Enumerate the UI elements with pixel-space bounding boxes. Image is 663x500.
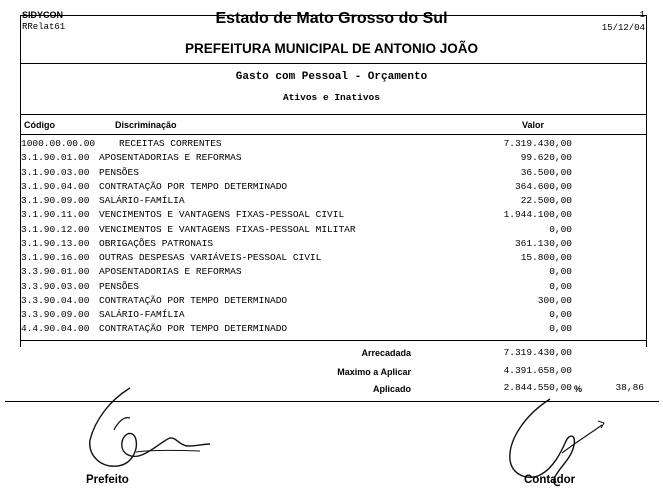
row-value: 300,00	[537, 294, 572, 306]
row-code: 3.1.90.11.00	[21, 209, 90, 221]
row-description: SALÁRIO-FAMÍLIA	[99, 195, 185, 206]
table-row	[20, 166, 646, 180]
row-description: CONTRATAÇÃO POR TEMPO DETERMINADO	[99, 323, 288, 335]
row-description: OBRIGAÇÕES PATRONAIS	[99, 237, 214, 249]
row-value: 0,00	[549, 309, 572, 320]
city-title: PREFEITURA MUNICIPAL DE ANTONIO JOÃO	[184, 41, 479, 56]
row-value: 0,00	[549, 223, 572, 235]
row-code: 3.3.90.09.00	[21, 309, 90, 320]
table-row	[20, 151, 646, 165]
table-row	[20, 308, 646, 322]
row-description: APOSENTADORIAS E REFORMAS	[99, 266, 242, 278]
row-code: 1000.00.00.00	[21, 138, 96, 149]
row-value: 36.500,00	[520, 166, 572, 178]
report-title: Gasto com Pessoal - Orçamento	[235, 71, 428, 83]
percent-value: 38,86	[615, 382, 644, 393]
row-code: 3.1.90.03.00	[21, 166, 90, 178]
row-value: 0,00	[549, 280, 572, 292]
percent-symbol: %	[574, 384, 583, 394]
row-code: 3.1.90.16.00	[21, 252, 90, 263]
state-title: Estado de Mato Grosso do Sul	[215, 10, 448, 27]
frame-right-line	[646, 15, 647, 347]
report-subtitle: Ativos e Inativos	[283, 92, 380, 103]
row-description: PENSÕES	[99, 166, 139, 178]
table-row	[20, 137, 646, 151]
row-code: 3.1.90.09.00	[21, 195, 90, 206]
row-description: VENCIMENTOS E VANTAGENS FIXAS-PESSOAL CIVIL	[99, 209, 345, 221]
row-value: 361.130,00	[514, 237, 572, 249]
row-description: OUTRAS DESPESAS VARIÁVEIS-PESSOAL CIVIL	[99, 252, 322, 263]
row-description: CONTRATAÇÃO POR TEMPO DETERMINADO	[99, 180, 288, 192]
aplicado-value: 2.844.550,00	[503, 382, 572, 393]
arrecadada-label: Arrecadada	[361, 348, 411, 358]
row-description: SALÁRIO-FAMÍLIA	[99, 309, 185, 320]
aplicado-label: Aplicado	[372, 384, 411, 394]
table-row	[20, 208, 646, 222]
row-value: 0,00	[549, 266, 572, 278]
row-description: APOSENTADORIAS E REFORMAS	[99, 152, 242, 164]
row-value: 0,00	[549, 323, 572, 335]
arrecadada-value: 7.319.430,00	[503, 347, 572, 358]
expense-table	[20, 137, 646, 337]
table-row	[20, 251, 646, 265]
row-description: PENSÕES	[99, 280, 139, 292]
report-id: RRelat61	[22, 22, 66, 32]
table-row	[20, 294, 646, 308]
column-header-divider	[20, 134, 646, 135]
row-code: 4.4.90.04.00	[21, 323, 90, 335]
row-code: 3.1.90.01.00	[21, 152, 90, 164]
row-value: 15.800,00	[520, 252, 572, 263]
table-row	[20, 194, 646, 208]
table-row	[20, 237, 646, 251]
maximo-aplicar-value: 4.391.658,00	[503, 365, 572, 376]
title-divider	[20, 114, 646, 115]
table-bottom-line	[20, 340, 646, 341]
header-divider	[20, 63, 646, 64]
row-code: 3.3.90.01.00	[21, 266, 90, 278]
row-description: VENCIMENTOS E VANTAGENS FIXAS-PESSOAL MILITAR	[99, 223, 356, 235]
row-value: 364.600,00	[514, 180, 572, 192]
maximo-aplicar-label: Maximo a Aplicar	[337, 367, 411, 377]
column-header-code: Código	[24, 120, 55, 130]
row-value: 99.620,00	[520, 152, 572, 164]
row-code: 3.3.90.03.00	[21, 280, 90, 292]
table-row	[20, 322, 646, 336]
row-description: RECEITAS CORRENTES	[119, 138, 222, 149]
row-code: 3.3.90.04.00	[21, 294, 90, 306]
row-code: 3.1.90.04.00	[21, 180, 90, 192]
prefeito-signature-mark	[40, 380, 240, 480]
column-header-description: Discriminação	[115, 120, 177, 130]
column-header-value: Valor	[522, 120, 545, 130]
page-number: 1	[639, 10, 645, 20]
print-date: 15/12/04	[601, 23, 645, 33]
table-row	[20, 180, 646, 194]
row-description: CONTRATAÇÃO POR TEMPO DETERMINADO	[99, 294, 288, 306]
system-name: SIDYCON	[22, 10, 64, 20]
row-value: 22.500,00	[520, 195, 572, 206]
contador-signature-label: Contador	[524, 474, 576, 486]
row-value: 1.944.100,00	[503, 209, 572, 221]
table-row	[20, 223, 646, 237]
table-row	[20, 265, 646, 279]
row-code: 3.1.90.12.00	[21, 223, 90, 235]
table-row	[20, 280, 646, 294]
prefeito-signature-label: Prefeito	[86, 474, 129, 486]
row-value: 7.319.430,00	[503, 138, 572, 149]
row-code: 3.1.90.13.00	[21, 237, 90, 249]
